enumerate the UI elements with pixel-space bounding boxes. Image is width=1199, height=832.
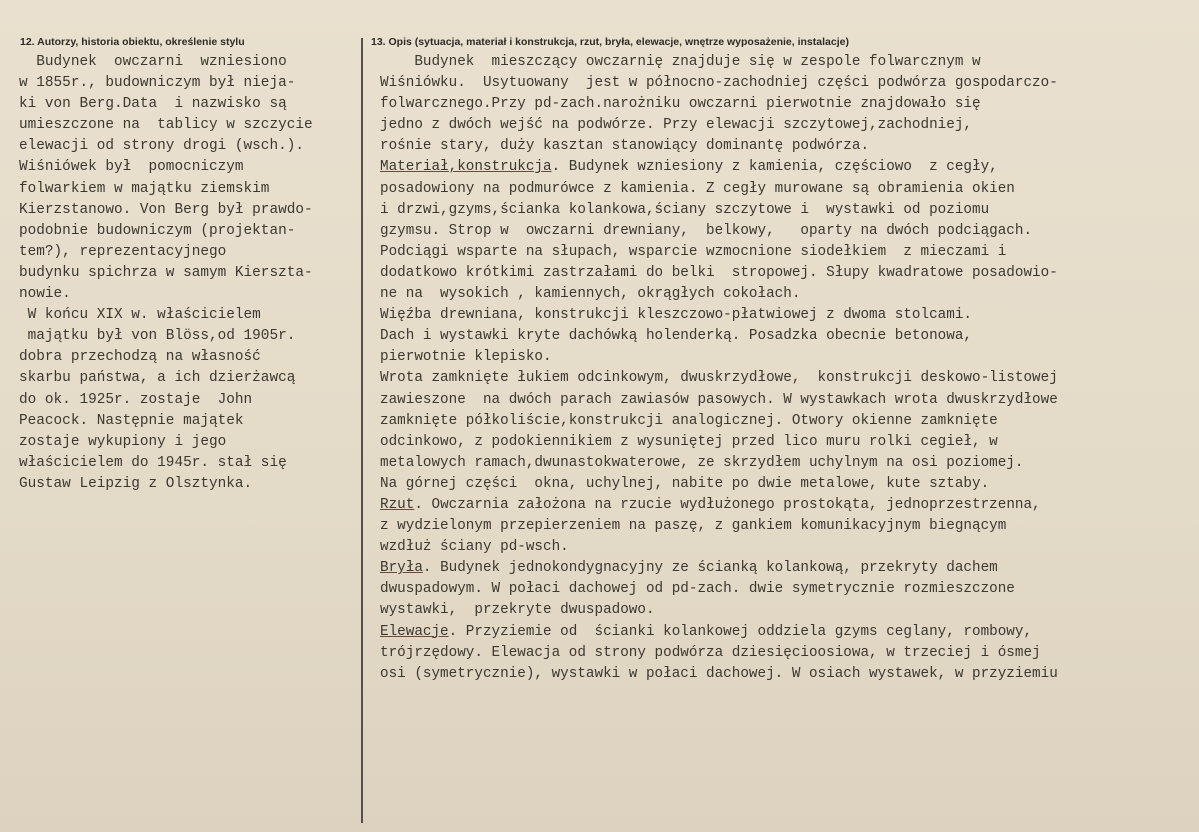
text-line: Budynek owczarni wzniesiono — [19, 54, 287, 70]
text-line — [380, 664, 1180, 685]
line-text: ne na wysokich , kamiennych, okrągłych cokołach. — [380, 286, 801, 303]
line-text: gzymsu. Strop w owczarni drewniany, belkowy, oparty na dwóch podciągach. — [380, 222, 1033, 239]
line-text: zamknięte półkoliście,konstrukcji analogicznej. Otwory okienne zamknięte — [380, 412, 998, 429]
line-text: metalowych ramach,dwunastokwaterowe, ze skrzydłem uchylnym na osi poziomej. — [380, 454, 1024, 471]
line-text: dodatkowo krótkimi zastrzałami do belki stropowej. Słupy kwadratowe posadowio- — [380, 264, 1058, 281]
text-line: skarbu państwa, a ich dzierżawcą — [19, 370, 296, 387]
section-13-text — [380, 52, 1180, 685]
text-line — [380, 579, 1180, 600]
text-line — [380, 390, 1180, 411]
text-line — [380, 537, 1180, 558]
text-line: umieszczone na tablicy w szczycie — [19, 117, 313, 134]
text-line: dobra przechodzą na własność — [19, 349, 261, 366]
text-line — [380, 432, 1180, 453]
text-line — [380, 52, 1180, 73]
text-line — [380, 643, 1180, 664]
text-line — [380, 368, 1180, 389]
line-text: trójrzędowy. Elewacja od strony podwórza dziesięcioosiowa, w trzeciej i ósmej — [380, 644, 1041, 661]
text-line — [380, 242, 1180, 263]
line-text: zawieszone na dwóch parach zawiasów pasowych. W wystawkach wrota dwuskrzydłowe — [380, 391, 1058, 408]
line-text: Wrota zamknięte łukiem odcinkowym, dwuskrzydłowe, konstrukcji deskowo-listowej — [380, 370, 1058, 387]
text-line — [380, 115, 1180, 136]
subsection-heading: Bryła — [380, 560, 423, 577]
line-text: i drzwi,gzyms,ścianka kolankowa,ściany szczytowe i wystawki od poziomu — [380, 201, 990, 218]
text-line — [380, 221, 1180, 242]
line-text: wzdłuż ściany pd-wsch. — [380, 539, 569, 556]
line-text: dwuspadowym. W połaci dachowej od pd-zach. dwie symetrycznie rozmieszczone — [380, 581, 1015, 598]
line-text: osi (symetrycznie), wystawki w połaci dachowej. W osiach wystawek, w przyziemiu — [380, 665, 1058, 682]
text-line — [380, 622, 1180, 643]
text-line — [380, 94, 1180, 115]
line-text: . Budynek jednokondygnacyjny ze ścianką kolankową, przekryty dachem — [422, 560, 998, 577]
line-text: pierwotnie klepisko. — [380, 349, 552, 366]
line-text: rośnie stary, duży kasztan stanowiący dominantę podwórza. — [380, 138, 870, 155]
text-line — [380, 200, 1180, 221]
text-line — [380, 558, 1180, 579]
text-line: Peacock. Następnie majątek — [19, 412, 244, 429]
text-line — [380, 495, 1180, 516]
line-text: Dach i wystawki kryte dachówką holenderką. Posadzka obecnie betonowa, — [380, 328, 972, 345]
text-line — [380, 600, 1180, 621]
text-line — [380, 474, 1180, 495]
line-text: Wiśniówku. Usytuowany jest w północno-zachodniej części podwórza gospodarczo- — [380, 75, 1058, 92]
subsection-heading: Materiał,konstrukcja — [380, 159, 552, 176]
text-line: elewacji od strony drogi (wsch.). — [19, 138, 304, 155]
section-12-text — [19, 52, 359, 495]
text-line: majątku był von Blöss,od 1905r. — [19, 328, 296, 345]
section-13-heading: 13. Opis (sytuacja, materiał i konstrukcja, rzut, bryła, elewacje, wnętrze wyposażenie, instalacje) — [371, 36, 849, 48]
text-line — [380, 411, 1180, 432]
line-text: folwarcznego.Przy pd-zach.narożniku owczarni pierwotnie znajdowało się — [380, 96, 981, 113]
text-line: Kierzstanowo. Von Berg był prawdo- — [19, 201, 313, 218]
text-line — [380, 305, 1180, 326]
line-text: posadowiony na podmurówce z kamienia. Z cegły murowane są obramienia okien — [380, 180, 1015, 197]
text-line: W końcu XIX w. właścicielem — [19, 307, 261, 324]
line-text: z wydzielonym przepierzeniem na paszę, z gankiem komunikacyjnym biegnącym — [380, 518, 1007, 535]
text-line: zostaje wykupiony i jego — [19, 433, 227, 450]
line-text: Więźba drewniana, konstrukcji kleszczowo-płatwiowej z dwoma stolcami. — [380, 307, 972, 324]
line-text: . Budynek wzniesiony z kamienia, częściowo z cegły, — [551, 159, 998, 176]
text-line — [380, 263, 1180, 284]
text-line: tem?), reprezentacyjnego — [19, 243, 227, 260]
line-text: wystawki, przekryte dwuspadowo. — [380, 602, 655, 619]
text-line — [380, 347, 1180, 368]
section-12-heading: 12. Autorzy, historia obiektu, określenie stylu — [20, 36, 245, 48]
text-line: w 1855r., budowniczym był nieja- — [19, 75, 296, 92]
line-text: . Przyziemie od ścianki kolankowej oddziela gzyms ceglany, rombowy, — [448, 623, 1033, 640]
subsection-heading: Rzut — [380, 496, 415, 513]
text-line: Wiśniówek był pomocniczym — [19, 159, 244, 176]
text-line — [380, 157, 1180, 178]
line-text: Na górnej części okna, uchylnej, nabite po dwie metalowe, kute sztaby. — [380, 475, 990, 492]
line-text: . Owczarnia założona na rzucie wydłużonego prostokąta, jednoprzestrzenna, — [414, 496, 1041, 513]
line-text: jedno z dwóch wejść na podwórze. Przy elewacji szczytowej,zachodniej, — [380, 117, 972, 134]
text-line: Gustaw Leipzig z Olsztynka. — [19, 475, 253, 492]
text-line: ki von Berg.Data i nazwisko są — [19, 96, 287, 113]
text-line — [380, 284, 1180, 305]
text-line — [380, 73, 1180, 94]
text-line — [380, 516, 1180, 537]
text-line: podobnie budowniczym (projektan- — [19, 222, 296, 239]
line-text: Podciągi wsparte na słupach, wsparcie wzmocnione siodełkiem z mieczami i — [380, 243, 1007, 260]
text-line — [380, 453, 1180, 474]
text-line — [380, 179, 1180, 200]
text-line: budynku spichrza w samym Kierszta- — [19, 264, 313, 281]
subsection-heading: Elewacje — [380, 623, 449, 640]
line-text: Budynek mieszczący owczarnię znajduje się w zespole folwarcznym w — [380, 54, 981, 70]
text-line: folwarkiem w majątku ziemskim — [19, 180, 270, 197]
text-line — [380, 326, 1180, 347]
text-line — [380, 136, 1180, 157]
column-divider — [361, 38, 363, 823]
text-line: do ok. 1925r. zostaje John — [19, 391, 253, 408]
text-line: właścicielem do 1945r. stał się — [19, 454, 287, 471]
line-text: odcinkowo, z podokiennikiem z wysuniętej przed lico muru rolki cegieł, w — [380, 433, 998, 450]
text-line: nowie. — [19, 286, 71, 303]
